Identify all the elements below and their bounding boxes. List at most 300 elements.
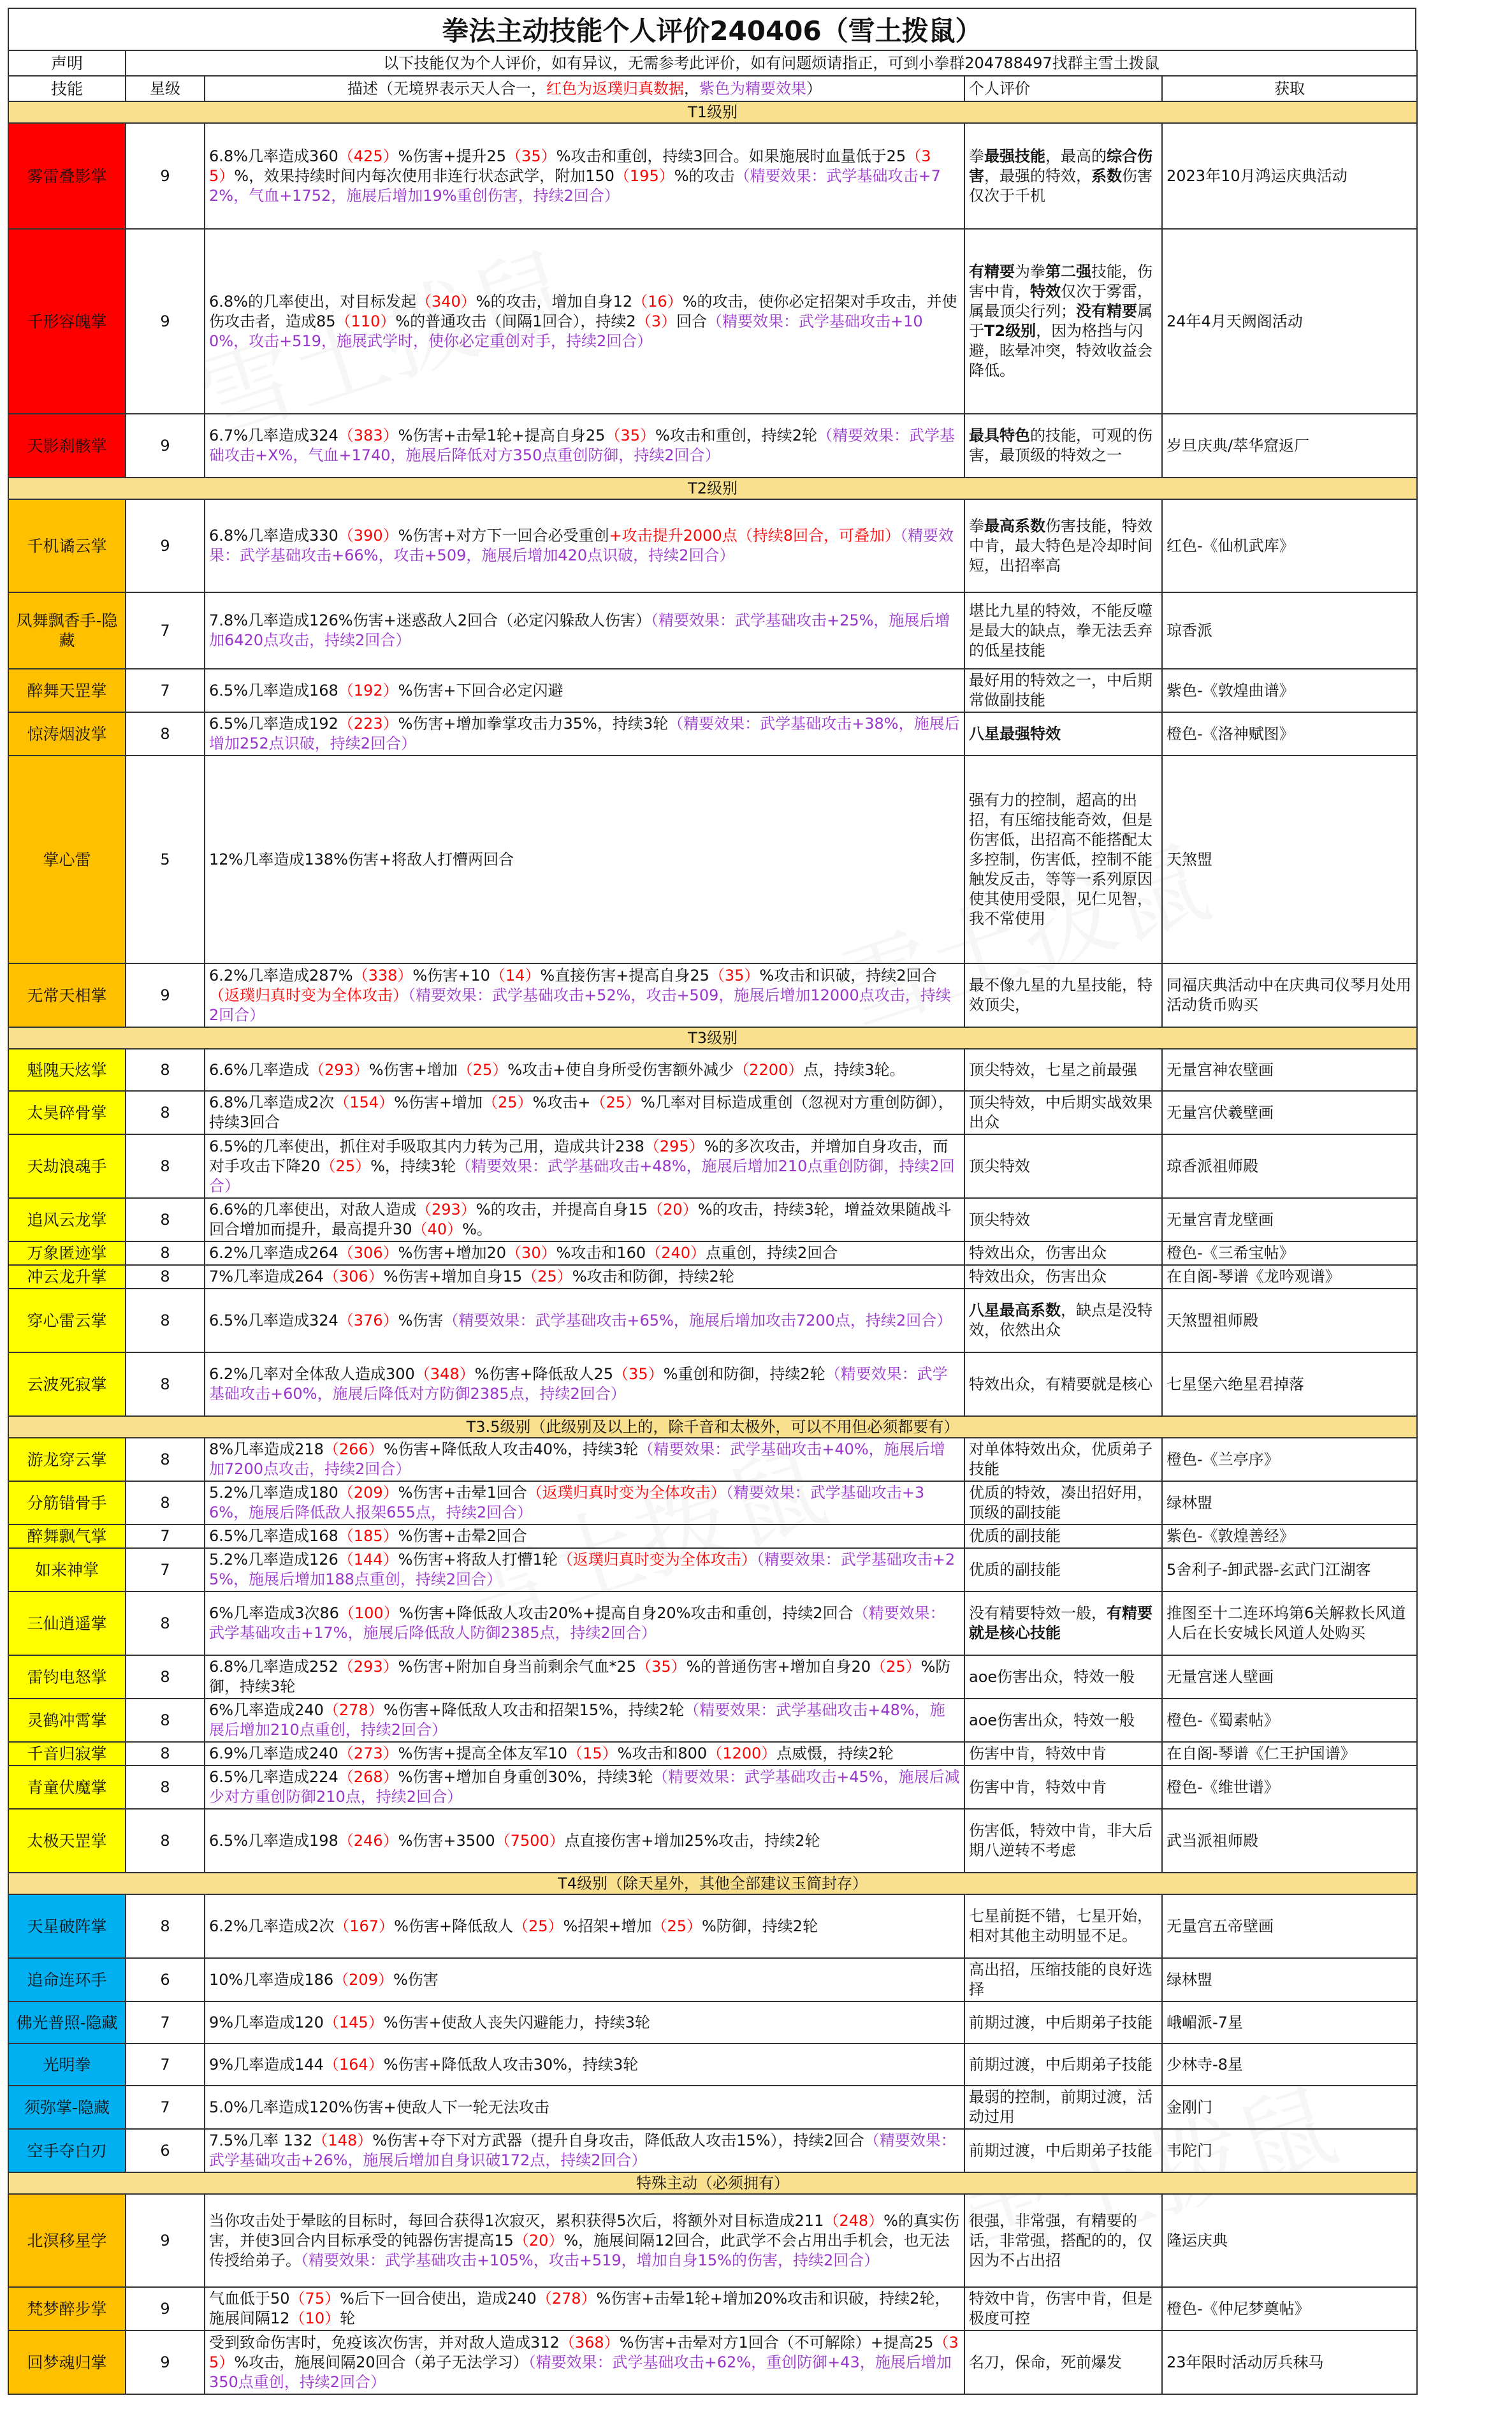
skill-star: 9 (126, 123, 205, 229)
skill-star: 8 (126, 1049, 205, 1091)
desc-segment: （精要效果：武学基础攻击+65%，施展后增加攻击7200点，持续2回合） (443, 1311, 952, 1329)
skill-table (8, 50, 1418, 2395)
desc-segment: （3） (636, 312, 676, 330)
skill-desc (205, 1958, 964, 2001)
section-row (8, 1873, 1417, 1894)
skill-row (8, 1352, 1417, 1416)
desc-segment: （返璞归真时变为全体攻击） (209, 986, 408, 1004)
desc-segment: （268） (338, 1768, 398, 1786)
eval-segment: 前期过渡，中后期弟子技能 (969, 2013, 1152, 2031)
desc-segment: （293） (309, 1060, 369, 1079)
desc-segment: （1200） (707, 1744, 777, 1762)
desc-segment: 当你攻击处于晕眩的目标时，每回合获得1次寂灭，累积获得5次后，将额外对目标造成211 (209, 2211, 824, 2230)
desc-segment: %重创和防御，持续2轮 (663, 1365, 825, 1383)
desc-segment: 6.2%几率造成287% (209, 966, 353, 984)
desc-segment: （368） (559, 2333, 620, 2351)
skill-source: 少林寺-8星 (1162, 2044, 1417, 2086)
skill-star: 5 (126, 756, 205, 963)
skill-desc (205, 1049, 964, 1091)
skill-name: 无常天相掌 (8, 963, 126, 1027)
desc-segment: 受到致命伤害时，免疫该次伤害，并对敌人造成312 (209, 2333, 560, 2351)
skill-row (8, 1134, 1417, 1198)
skill-star: 8 (126, 1352, 205, 1416)
desc-segment: （185） (338, 1527, 398, 1545)
skill-row (8, 592, 1417, 669)
desc-segment: 6.5%几率造成224 (209, 1768, 338, 1786)
desc-segment: 6.8%几率造成360 (209, 147, 338, 165)
skill-source: 橙色-《蜀素帖》 (1162, 1699, 1417, 1742)
eval-segment: 特效出众，有精要就是核心 (969, 1375, 1152, 1393)
desc-segment: （10） (289, 2309, 340, 2327)
skill-name: 灵鹤冲霄掌 (8, 1699, 126, 1742)
eval-segment: 八星最高系数 (969, 1301, 1061, 1319)
skill-row (8, 123, 1417, 229)
desc-segment: （425） (338, 147, 398, 165)
desc-segment: （340） (416, 292, 476, 311)
desc-segment: （精要效果：武学基础攻击+66%，攻击+509，施展后增加420点识破，持续2回合） (209, 527, 954, 564)
skill-eval (964, 1958, 1162, 2001)
skill-desc (205, 1198, 964, 1241)
skill-desc (205, 1289, 964, 1352)
skill-source: 岁旦庆典/萃华窟返厂 (1162, 414, 1417, 478)
skill-row (8, 1766, 1417, 1809)
skill-desc (205, 1809, 964, 1873)
eval-segment: 属于 (969, 302, 1152, 340)
eval-segment: 拳 (969, 147, 984, 165)
skill-eval (964, 1289, 1162, 1352)
header-star: 星级 (126, 76, 205, 101)
skill-source: 橙色-《洛神赋图》 (1162, 712, 1417, 756)
desc-segment: %后下一回合使出，造成240 (340, 2290, 537, 2307)
skill-star: 9 (126, 2287, 205, 2330)
desc-segment: 5.2%几率造成180 (209, 1484, 338, 1502)
desc-segment: （110） (335, 312, 396, 330)
skill-name: 梵梦醉步掌 (8, 2287, 126, 2330)
desc-segment: 7.8%几率造成126%伤害+迷惑敌人2回合（必定闪躲敌人伤害） (209, 611, 651, 629)
desc-segment: 轮 (340, 2309, 356, 2327)
skill-eval (964, 1525, 1162, 1548)
skill-row (8, 1809, 1417, 1873)
skill-name: 云波死寂掌 (8, 1352, 126, 1416)
section-row (8, 478, 1417, 499)
eval-segment: 高出招，压缩技能的良好选择 (969, 1961, 1152, 1998)
skill-star: 8 (126, 1766, 205, 1809)
skill-star: 6 (126, 2129, 205, 2172)
skill-eval (964, 1438, 1162, 1481)
skill-eval (964, 1091, 1162, 1134)
skill-name: 冲云龙升掌 (8, 1265, 126, 1289)
desc-segment: %伤害+降低敌人攻击20%+提高自身20%攻击和重创，持续2回合 (398, 1604, 854, 1622)
skill-row (8, 499, 1417, 592)
desc-segment: （精要效果：武学基础攻击+45%，施展后减少对方重创防御210点，持续2回合） (209, 1768, 960, 1806)
header-source: 获取 (1162, 76, 1417, 101)
skill-desc (205, 2086, 964, 2129)
skill-source: 琼香派 (1162, 592, 1417, 669)
skill-eval (964, 1198, 1162, 1241)
skill-desc (205, 1742, 964, 1766)
skill-eval (964, 229, 1162, 414)
eval-segment: 没有精要 (1076, 302, 1137, 320)
skill-source: 绿林盟 (1162, 1481, 1417, 1525)
desc-segment: %伤害+对方下一回合必受重创 (398, 527, 609, 545)
skill-name: 掌心雷 (8, 756, 126, 963)
skill-desc (205, 2194, 964, 2287)
skill-desc (205, 1265, 964, 1289)
skill-name: 千音归寂掌 (8, 1742, 126, 1766)
skill-source: 紫色-《敦煌善经》 (1162, 1525, 1417, 1548)
skill-source: 峨嵋派-7星 (1162, 2001, 1417, 2044)
desc-segment: （75） (289, 2290, 340, 2307)
desc-segment: 10%几率造成186 (209, 1970, 334, 1989)
skill-name: 惊涛烟波掌 (8, 712, 126, 756)
desc-segment: （154） (334, 1093, 395, 1111)
desc-segment: （246） (338, 1831, 398, 1850)
desc-segment: %伤害+击晕对方1回合（不可解除）+提高25 (619, 2333, 934, 2351)
eval-segment: 最不像九星的九星技能，特效顶尖， (969, 976, 1152, 1014)
skill-source: 同福庆典活动中在庆典司仪琴月处用活动货币购买 (1162, 963, 1417, 1027)
eval-segment: 伤害低，特效中肯，非大后期八逆转不考虑 (969, 1822, 1152, 1859)
eval-segment: 前期过渡，中后期弟子技能 (969, 2055, 1152, 2073)
desc-segment: %招架+增加 (563, 1917, 652, 1935)
desc-segment: %攻击和800 (617, 1744, 708, 1762)
eval-segment: 技能，伤害中肯， (969, 263, 1152, 300)
skill-row (8, 712, 1417, 756)
intro-label: 声明 (8, 50, 126, 76)
desc-segment: （精要效果：武学基础攻击+62%，重创防御+43，施展后增加350点重创，持续2回合） (209, 2353, 952, 2391)
eval-segment: 前期过渡，中后期弟子技能 (969, 2141, 1152, 2160)
desc-segment: （精要效果：武学基础攻击+40%，施展后增加7200点攻击，持续2回合） (209, 1440, 945, 1478)
skill-row (8, 2001, 1417, 2044)
desc-segment: （306） (323, 1268, 384, 1285)
desc-segment: %伤害+击晕1轮+增加20%攻击和识破，持续2轮，施展间隔12 (209, 2290, 950, 2327)
header-eval: 个人评价 (964, 76, 1162, 101)
desc-segment: （精要效果：武学基础攻击+36%，施展后降低敌人报架655点，持续2回合） (209, 1484, 925, 1521)
desc-segment: %直接伤害+提高自身25 (540, 966, 709, 984)
skill-source: 2023年10月鸿运庆典活动 (1162, 123, 1417, 229)
skill-star: 8 (126, 1809, 205, 1873)
skill-star: 7 (126, 1525, 205, 1548)
desc-segment: （14） (490, 966, 541, 984)
desc-segment: %。 (462, 1220, 492, 1238)
skill-star: 8 (126, 1742, 205, 1766)
desc-segment: （293） (416, 1201, 476, 1218)
desc-segment: %攻击+ (532, 1093, 591, 1111)
skill-source: 天煞盟 (1162, 756, 1417, 963)
desc-segment: （240） (646, 1244, 706, 1262)
skill-desc (205, 1481, 964, 1525)
skill-eval (964, 1809, 1162, 1873)
skill-source: 天煞盟祖师殿 (1162, 1289, 1417, 1352)
skill-name: 如来神掌 (8, 1548, 126, 1591)
skill-desc (205, 1438, 964, 1481)
desc-segment: （35） (709, 966, 760, 984)
desc-segment: %攻击+使自身所受伤害额外减少 (507, 1060, 734, 1079)
eval-segment: 特效出众，伤害出众 (969, 1244, 1107, 1262)
desc-segment: （精要效果：武学基础攻击+X%，气血+1740，施展后降低对方350点重创防御，持续2回合） (209, 427, 956, 464)
desc-segment: （35） (209, 2333, 959, 2371)
skill-name: 空手夺白刃 (8, 2129, 126, 2172)
skill-source: 24年4月天阙阁活动 (1162, 229, 1417, 414)
desc-segment: %伤害+增加 (394, 1093, 483, 1111)
eval-segment: aoe伤害出众，特效一般 (969, 1711, 1135, 1729)
desc-segment: 6%几率造成3次86 (209, 1604, 339, 1622)
skill-name: 回梦魂归掌 (8, 2330, 126, 2394)
header-skill: 技能 (8, 76, 126, 101)
section-title: T1级别 (8, 101, 1417, 123)
section-title: T3.5级别（此级别及以上的，除千音和太极外，可以不用但必须都要有） (8, 1416, 1417, 1438)
eval-segment: 伤害技能，特效中肯，最大特色是冷却时间短，出招率高 (969, 516, 1152, 574)
eval-segment: 堪比九星的特效，不能反噬是最大的缺点，拳无法丢弃的低星技能 (969, 601, 1152, 659)
skill-star: 8 (126, 1091, 205, 1134)
desc-segment: （精要效果：武学基础攻击+60%，施展后降低对方防御2385点，持续2回合） (209, 1365, 948, 1403)
skill-star: 8 (126, 1655, 205, 1699)
intro-row (8, 50, 1417, 76)
desc-segment: （35） (613, 1365, 664, 1383)
skill-eval (964, 2001, 1162, 2044)
desc-segment: （209） (338, 1484, 398, 1502)
desc-segment: （390） (338, 527, 398, 545)
skill-row (8, 1289, 1417, 1352)
desc-segment: %伤害+增加自身15 (383, 1268, 523, 1285)
skill-star: 8 (126, 1438, 205, 1481)
skill-row (8, 2044, 1417, 2086)
skill-eval (964, 1134, 1162, 1198)
desc-segment: （40） (412, 1220, 463, 1238)
skill-star: 8 (126, 1289, 205, 1352)
skill-star: 7 (126, 2044, 205, 2086)
desc-segment: （精要效果：武学基础攻击+52%，攻击+509，施展后增加12000点攻击，持续2回合） (209, 986, 951, 1024)
desc-segment: 6.5%几率造成168 (209, 1527, 338, 1545)
desc-segment: （223） (338, 715, 398, 733)
skill-source: 七星堡六绝星君掉落 (1162, 1352, 1417, 1416)
skill-source: 绿林盟 (1162, 1958, 1417, 2001)
header-row (8, 76, 1417, 101)
skill-eval (964, 1049, 1162, 1091)
desc-segment: %几率对目标造成重创（忽视对方重创防御），持续3回合 (209, 1093, 954, 1131)
desc-segment: （195） (614, 166, 674, 185)
skill-name: 太昊碎骨掌 (8, 1091, 126, 1134)
skill-row (8, 1742, 1417, 1766)
skill-desc (205, 1241, 964, 1265)
skill-eval (964, 669, 1162, 712)
skill-source: 武当派祖师殿 (1162, 1809, 1417, 1873)
desc-segment: （20） (648, 1201, 698, 1218)
skill-name: 太极天罡掌 (8, 1809, 126, 1873)
skill-row (8, 1548, 1417, 1591)
eval-segment: 最具特色 (969, 427, 1030, 444)
eval-segment: 最强技能 (984, 147, 1045, 165)
desc-segment: （100） (338, 1604, 399, 1622)
skill-desc (205, 592, 964, 669)
skill-row (8, 2129, 1417, 2172)
desc-segment: 点，持续3轮。 (803, 1060, 905, 1079)
skill-star: 8 (126, 1481, 205, 1525)
desc-segment: %，效果持续时间内每次使用非连行状态武学，附加150 (234, 166, 614, 185)
desc-segment: %伤害+增加 (368, 1060, 458, 1079)
skill-eval (964, 1894, 1162, 1958)
desc-segment: （278） (536, 2290, 597, 2307)
eval-segment: 特效中肯，伤害中肯，但是极度可控 (969, 2290, 1152, 2327)
desc-segment: 6.7%几率造成324 (209, 427, 338, 444)
desc-segment: 9%几率造成120 (209, 2013, 324, 2031)
desc-segment: %攻击和160 (556, 1244, 646, 1262)
skill-source: 无量宫神农壁画 (1162, 1049, 1417, 1091)
skill-name: 雷钧电怒掌 (8, 1655, 126, 1699)
eval-segment: ，缺点是没特效，依然出众 (969, 1301, 1152, 1339)
skill-eval (964, 2086, 1162, 2129)
desc-segment: %，持续3轮 (370, 1157, 456, 1175)
eval-segment: 伤害中肯，特效中肯 (969, 1778, 1107, 1796)
desc-segment: 6.6%的几率使出，对敌人造成 (209, 1201, 416, 1218)
skill-row (8, 2330, 1417, 2394)
skill-source: 无量宫五帝壁画 (1162, 1894, 1417, 1958)
skill-source: 橙色-《三希宝帖》 (1162, 1241, 1417, 1265)
desc-segment: 6.8%几率造成2次 (209, 1093, 335, 1111)
skill-star: 8 (126, 1699, 205, 1742)
desc-segment: %攻击和重创，持续2轮 (655, 427, 818, 444)
eval-segment: 优质的特效，凑出招好用，顶级的副技能 (969, 1484, 1152, 1521)
skill-row (8, 1265, 1417, 1289)
section-title: T3级别 (8, 1027, 1417, 1049)
desc-segment: （返璞归真时变为全体攻击） (557, 1551, 757, 1569)
desc-segment: 6.5%的几率使出，抓住对手吸取其内力转为己用，造成共计238 (209, 1137, 644, 1155)
skill-eval (964, 1481, 1162, 1525)
skill-star: 8 (126, 712, 205, 756)
eval-segment: ，因为格挡与闪避，眩晕冲突，特效收益会降低。 (969, 322, 1152, 379)
skill-source: 琼香派祖师殿 (1162, 1134, 1417, 1198)
skill-name: 醉舞飘气掌 (8, 1525, 126, 1548)
skill-desc (205, 669, 964, 712)
skill-star: 8 (126, 1591, 205, 1655)
skill-row (8, 414, 1417, 478)
desc-segment: 6.6%几率造成 (209, 1060, 309, 1079)
desc-segment: （209） (333, 1970, 393, 1989)
desc-segment: %伤害+击晕1回合 (398, 1484, 527, 1502)
eval-segment: ，最高的 (1045, 147, 1107, 165)
eval-segment: 伤害仅次于千机 (969, 166, 1152, 205)
skill-row (8, 1241, 1417, 1265)
desc-segment: %的多次攻击，并增加自身攻击，而对手攻击下降20 (209, 1137, 949, 1175)
skill-source: 橙色-《维世谱》 (1162, 1766, 1417, 1809)
eval-segment: 伤害中肯，特效中肯 (969, 1744, 1107, 1762)
section-title: T2级别 (8, 478, 1417, 499)
skill-eval (964, 712, 1162, 756)
skill-desc (205, 1091, 964, 1134)
desc-segment: （16） (632, 292, 683, 311)
skill-star: 9 (126, 2330, 205, 2394)
desc-segment: 5.2%几率造成126 (209, 1551, 338, 1569)
desc-segment: （376） (338, 1311, 398, 1329)
desc-segment: 6.5%几率造成198 (209, 1831, 338, 1850)
skill-row (8, 1699, 1417, 1742)
header-desc-text: 描述（无境界表示天人合一， (347, 79, 546, 98)
section-row (8, 101, 1417, 123)
desc-segment: %的普通伤害+增加自身20 (686, 1658, 871, 1676)
desc-segment: （精要效果：武学基础攻击+100%，攻击+519，施展武学时，使你必定重创对手，持续2回合） (209, 312, 923, 350)
desc-segment: 点直接伤害+增加25%攻击，持续2轮 (564, 1831, 820, 1850)
desc-segment: （338） (353, 966, 413, 984)
skill-star: 7 (126, 2001, 205, 2044)
desc-segment: %伤害+击晕1轮+提高自身25 (398, 427, 606, 444)
desc-segment: （306） (338, 1244, 398, 1262)
skill-source: 在自阁-琴谱《龙吟观谱》 (1162, 1265, 1417, 1289)
desc-segment: （精要效果：武学基础攻击+25%，施展后增加6420点攻击，持续2回合） (209, 611, 950, 649)
desc-segment: 6.5%几率造成192 (209, 715, 338, 733)
desc-segment: 5.0%几率造成120%伤害+使敌人下一轮无法攻击 (209, 2098, 549, 2116)
skill-eval (964, 1655, 1162, 1699)
desc-segment: （7500） (495, 1831, 565, 1850)
skill-eval (964, 1591, 1162, 1655)
skill-desc (205, 1352, 964, 1416)
eval-segment: 没有精要特效一般， (969, 1604, 1107, 1622)
desc-segment: （25） (457, 1060, 508, 1079)
eval-segment: 最高系数 (984, 516, 1045, 535)
desc-segment: （25） (320, 1157, 371, 1175)
desc-segment: %，施展间隔12回合，此武学不会占用出手机会，也无法传授给弟子。 (209, 2231, 950, 2269)
header-desc (205, 76, 964, 101)
skill-desc (205, 1699, 964, 1742)
desc-segment: （精要效果：武学基础攻击+17%，施展后降低敌人防御2385点，持续2回合） (209, 1604, 945, 1642)
desc-segment: %防御，持续2轮 (702, 1917, 818, 1935)
skill-source: 红色-《仙机武库》 (1162, 499, 1417, 592)
skill-source: 无量宫青龙壁画 (1162, 1198, 1417, 1241)
skill-row (8, 1198, 1417, 1241)
desc-segment: %伤害+夺下对方武器（提升自身攻击，降低敌人攻击15%），持续2回合 (372, 2132, 864, 2149)
desc-segment: %的攻击，增加自身12 (476, 292, 633, 311)
skill-row (8, 1091, 1417, 1134)
desc-segment: %防御，持续3轮 (209, 1658, 951, 1695)
eval-segment: 顶尖特效 (969, 1157, 1030, 1175)
skill-eval (964, 414, 1162, 478)
header-desc-end: ） (806, 79, 822, 98)
section-row (8, 1027, 1417, 1049)
desc-segment: %攻击，施展间隔20回合（弟子无法学习） (234, 2353, 528, 2371)
skill-desc (205, 1766, 964, 1809)
skill-star: 9 (126, 499, 205, 592)
skill-star: 9 (126, 2194, 205, 2287)
desc-segment: %伤害+10 (412, 966, 490, 984)
skill-source: 橙色-《仲尼梦奠帖》 (1162, 2287, 1417, 2330)
skill-name: 千机谲云掌 (8, 499, 126, 592)
desc-segment: （25） (482, 1093, 533, 1111)
skill-name: 天影刹骸掌 (8, 414, 126, 478)
skill-name: 千形容魄掌 (8, 229, 126, 414)
desc-segment: （精要效果：武学基础攻击+48%，施展后增加210点重创，持续2回合） (209, 1701, 945, 1739)
skill-eval (964, 2330, 1162, 2394)
desc-segment: %伤害+增加20 (398, 1244, 507, 1262)
desc-segment: %伤害+降低敌人攻击40%，持续3轮 (383, 1440, 639, 1458)
eval-segment: 为拳 (1015, 263, 1045, 281)
eval-segment: 最好用的特效之一，中后期常做副技能 (969, 671, 1152, 709)
desc-segment: 6%几率造成240 (209, 1701, 324, 1719)
skill-row (8, 1958, 1417, 2001)
skill-source: 紫色-《敦煌曲谱》 (1162, 669, 1417, 712)
desc-segment: （25） (512, 1917, 563, 1935)
desc-segment: （精要效果：武学基础攻击+48%，施展后增加210点重创防御，持续2回合） (209, 1157, 955, 1195)
eval-segment: 顶尖特效，七星之前最强 (969, 1060, 1137, 1079)
skill-desc (205, 2044, 964, 2086)
desc-segment: %伤害+降低敌人攻击和招架15%，持续2轮 (383, 1701, 685, 1719)
desc-segment: 9%几率造成144 (209, 2055, 324, 2073)
desc-segment: （273） (338, 1744, 398, 1762)
desc-segment: %伤害+3500 (398, 1831, 495, 1850)
skill-desc (205, 756, 964, 963)
sheet-title: 拳法主动技能个人评价240406（雪土拨鼠） (8, 8, 1416, 50)
skill-name: 青童伏魔掌 (8, 1766, 126, 1809)
desc-segment: %攻击和重创，持续3回合。如果施展时血量低于25 (556, 147, 906, 165)
skill-eval (964, 499, 1162, 592)
skill-name: 分筋错骨手 (8, 1481, 126, 1525)
